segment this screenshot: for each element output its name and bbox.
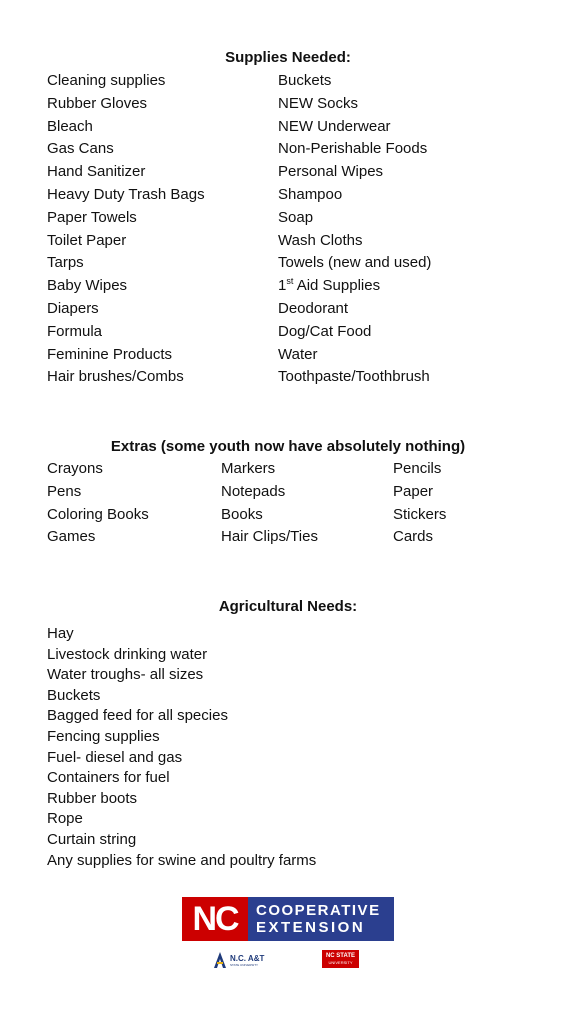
list-item: Hair Clips/Ties [221, 528, 318, 546]
list-item: Markers [221, 460, 276, 477]
list-item: Soap [278, 208, 314, 226]
list-item-first-aid [278, 275, 431, 298]
list-item: Gas Cans [47, 140, 114, 158]
supplies-left-column [47, 70, 205, 389]
list-item: Hand Sanitizer [47, 163, 146, 181]
agricultural-list [47, 624, 316, 871]
list-item: Water [278, 345, 318, 363]
list-item: Heavy Duty Trash Bags [47, 185, 205, 203]
list-item: Diapers [47, 299, 99, 317]
list-item: Buckets [278, 72, 332, 89]
list-item: Formula [47, 322, 103, 340]
list-item: Fuel- diesel and gas [47, 748, 183, 766]
list-item: Wash Cloths [278, 231, 363, 249]
list-item: Books [221, 505, 263, 523]
supplies-right-column [278, 70, 431, 389]
list-item: Deodorant [278, 299, 349, 317]
list-item: Bagged feed for all species [47, 707, 228, 725]
list-item: Paper Towels [47, 208, 137, 226]
first-aid-ordinal: st [286, 276, 294, 287]
logo-line-1: COOPERATIVE [256, 902, 381, 919]
list-item: Cleaning supplies [47, 72, 166, 89]
list-item: Cards [393, 528, 434, 546]
list-item: Stickers [393, 505, 447, 523]
list-item: Rubber Gloves [47, 94, 148, 112]
first-aid-label: Aid Supplies [293, 277, 381, 295]
list-item: Buckets [47, 686, 101, 704]
nc-aandt-logo [213, 950, 264, 970]
list-item: Any supplies for swine and poultry farms [47, 851, 317, 869]
list-item: NEW Socks [278, 94, 359, 112]
ncstate-sub: UNIVERSITY [328, 960, 353, 965]
list-item: Shampoo [278, 185, 343, 203]
list-item: Toothpaste/Toothbrush [278, 368, 430, 386]
nc-state-logo [322, 950, 359, 968]
extras-column-1 [47, 458, 149, 549]
logo-wordmark [248, 897, 394, 941]
extras-column-3 [393, 458, 446, 549]
list-item: Rubber boots [47, 789, 138, 807]
first-aid-number: 1 [278, 277, 287, 295]
aggie-icon [213, 951, 227, 969]
list-item: Hay [47, 625, 74, 642]
list-item: Non-Perishable Foods [278, 140, 428, 158]
agricultural-heading: Agricultural Needs: [218, 598, 358, 615]
logo-line-2: EXTENSION [256, 919, 366, 936]
extras-column-2 [221, 458, 318, 549]
list-item: Bleach [47, 117, 93, 135]
list-item: Crayons [47, 460, 103, 477]
list-item: Pens [47, 482, 82, 500]
list-item: Water troughs- all sizes [47, 666, 204, 684]
list-item: NEW Underwear [278, 117, 391, 135]
aandt-sub: STATE UNIVERSITY [230, 962, 259, 967]
list-item: Baby Wipes [47, 277, 128, 295]
list-item: Livestock drinking water [47, 645, 208, 663]
aandt-name: N.C. A&T [230, 953, 265, 963]
list-item: Feminine Products [47, 345, 173, 363]
list-item: Coloring Books [47, 505, 149, 523]
list-item: Games [47, 528, 96, 546]
list-item: Paper [393, 482, 434, 500]
extras-heading: Extras (some youth now have absolutely nothing) [110, 438, 466, 455]
nc-logo-mark: NC [182, 897, 248, 941]
list-item: Curtain string [47, 830, 137, 848]
list-item: Dog/Cat Food [278, 322, 372, 340]
list-item: Toilet Paper [47, 231, 127, 249]
list-item: Containers for fuel [47, 769, 170, 787]
list-item: Tarps [47, 254, 84, 272]
ncstate-name: NC STATE [325, 953, 356, 959]
supplies-heading: Supplies Needed: [225, 49, 351, 66]
list-item: Towels (new and used) [278, 254, 432, 272]
list-item: Hair brushes/Combs [47, 368, 184, 386]
list-item: Fencing supplies [47, 727, 160, 745]
list-item: Rope [47, 810, 83, 828]
list-item: Notepads [221, 482, 286, 500]
list-item: Pencils [393, 460, 442, 477]
list-item: Personal Wipes [278, 163, 384, 181]
cooperative-extension-logo [182, 897, 394, 941]
